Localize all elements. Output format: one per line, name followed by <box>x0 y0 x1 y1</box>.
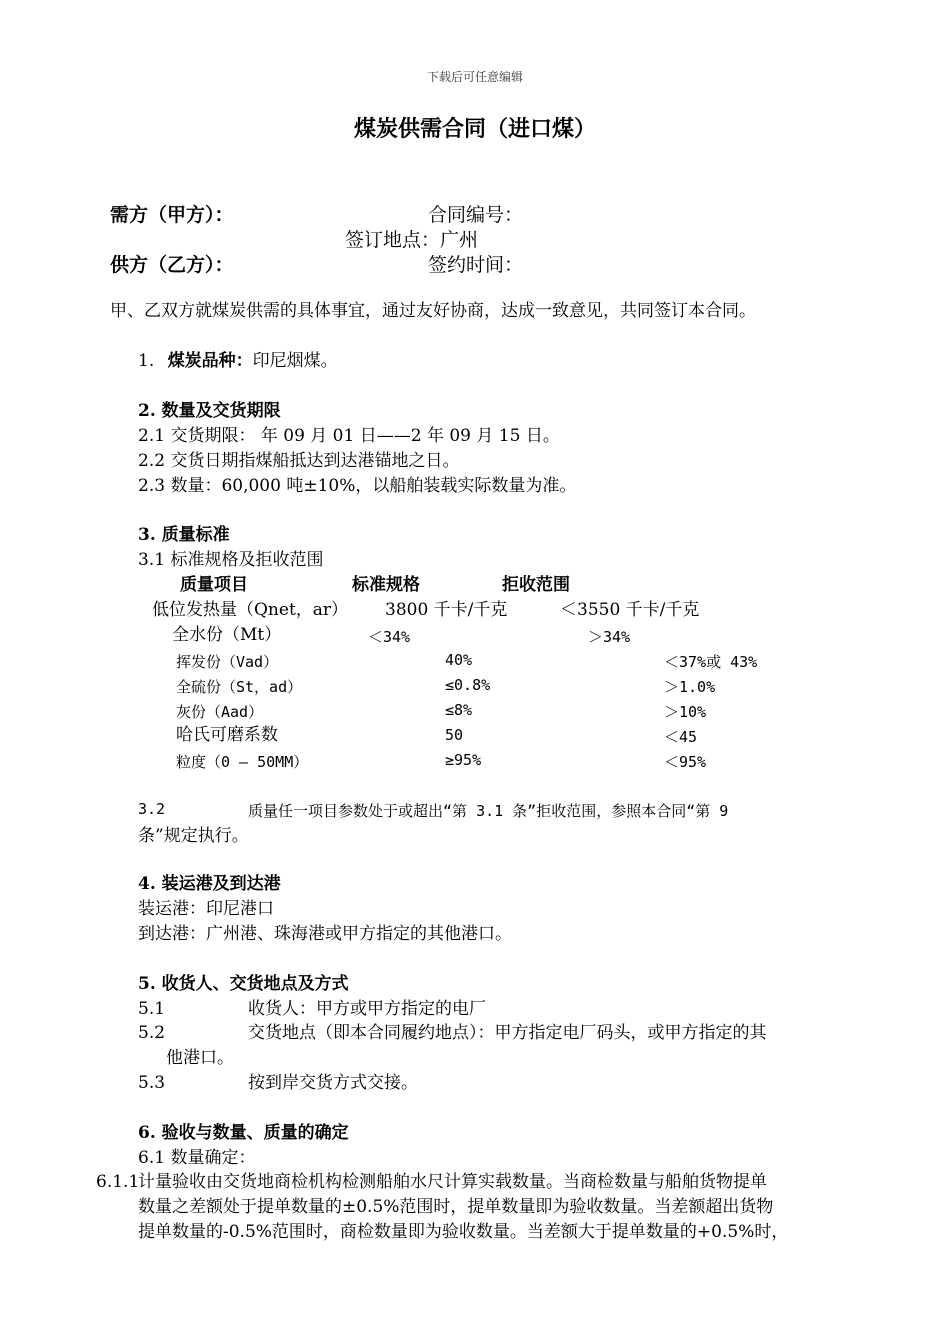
seller-label: 供方（乙方）： <box>110 254 234 276</box>
table-cell: 40% <box>445 651 473 669</box>
clause-5-3-number: 5.3 <box>138 1073 166 1093</box>
section-1 <box>138 350 338 372</box>
clause-6-1-1-line: 计量验收由交货地商检机构检测船舶水尺计算实载数量。当商检数量与船舶货物提单 <box>138 1172 767 1192</box>
loading-port: 装运港：印尼港口 <box>138 899 274 919</box>
clause-3-2-text: 质量任一项目参数处于或超出“第 3.1 条”拒收范围，参照本合同“第 9 <box>248 802 729 820</box>
clause-3-2-number: 3.2 <box>138 800 166 818</box>
table-cell: ≥95% <box>445 751 482 769</box>
clause-5-1-text: 收货人：甲方或甲方指定的电厂 <box>248 999 486 1019</box>
table-cell: ＜95% <box>664 753 707 771</box>
section-2-item: 2.2 交货日期指煤船抵达到达港锚地之日。 <box>138 451 460 471</box>
destination-port: 到达港：广州港、珠海港或甲方指定的其他港口。 <box>138 924 512 944</box>
table-cell: ＜34% <box>368 628 411 646</box>
clause-6-1-1-line: 提单数量的-0.5%范围时，商检数量即为验收数量。当差额大于提单数量的+0.5%时， <box>138 1222 789 1242</box>
sign-place: 签订地点：广州 <box>345 229 479 251</box>
watermark: 下载后可任意编辑 <box>426 70 523 84</box>
section-1-number: 1. <box>138 351 155 371</box>
section-2-item: 2.1 交货期限： 年 09 月 01 日——2 年 09 月 15 日。 <box>138 426 560 446</box>
page-title: 煤炭供需合同（进口煤） <box>353 116 596 142</box>
table-cell: 灰份（Aad） <box>176 703 264 721</box>
table-cell: ＜37%或 43% <box>664 653 758 671</box>
table-cell: ＜45 <box>664 728 698 746</box>
table-cell: ≤0.8% <box>445 676 491 694</box>
section-1-text: 印尼烟煤。 <box>252 351 338 371</box>
section-3-subheading: 3.1 标准规格及拒收范围 <box>138 550 324 570</box>
clause-5-2-text: 交货地点（即本合同履约地点）：甲方指定电厂码头，或甲方指定的其 <box>248 1023 767 1043</box>
contract-no-label: 合同编号： <box>428 204 524 226</box>
table-cell: 全水份（Mt） <box>172 625 282 645</box>
table-cell: 50 <box>445 726 464 744</box>
table-header-reject: 拒收范围 <box>502 575 570 595</box>
clause-5-2-number: 5.2 <box>138 1023 166 1043</box>
section-6-heading: 6. 验收与数量、质量的确定 <box>138 1123 349 1143</box>
clause-3-2-text-cont: 条”规定执行。 <box>138 826 249 846</box>
table-cell: 3800 千卡/千克 <box>385 600 508 620</box>
table-cell: ＞10% <box>664 703 707 721</box>
table-cell: 粒度（0 – 50MM） <box>176 753 309 771</box>
table-cell: ＜3550 千卡/千克 <box>560 600 700 620</box>
section-3-heading: 3. 质量标准 <box>138 525 230 545</box>
table-cell: 挥发份（Vad） <box>176 653 279 671</box>
table-cell: 全硫份（St，ad） <box>176 678 303 696</box>
table-cell: ＞34% <box>588 628 631 646</box>
buyer-label: 需方（甲方）： <box>110 204 234 226</box>
table-cell: 哈氏可磨系数 <box>176 725 278 745</box>
clause-6-1-1-line: 数量之差额处于提单数量的±0.5%范围时，提单数量即为验收数量。当差额超出货物 <box>138 1197 774 1217</box>
section-6-subheading: 6.1 数量确定： <box>138 1148 256 1168</box>
clause-5-1-number: 5.1 <box>138 999 166 1019</box>
section-4-heading: 4. 装运港及到达港 <box>138 874 281 894</box>
sign-time-label: 签约时间： <box>428 254 524 276</box>
table-cell: 低位发热量（Qnet，ar） <box>152 600 349 620</box>
section-5-heading: 5. 收货人、交货地点及方式 <box>138 974 349 994</box>
intro-paragraph: 甲、乙双方就煤炭供需的具体事宜，通过友好协商，达成一致意见，共同签订本合同。 <box>110 301 756 321</box>
clause-5-2-text-cont: 他港口。 <box>166 1048 234 1068</box>
clause-5-3-text: 按到岸交货方式交接。 <box>248 1073 418 1093</box>
section-2-item: 2.3 数量：60,000 吨±10%，以船舶装载实际数量为准。 <box>138 476 577 496</box>
table-cell: ≤8% <box>445 701 473 719</box>
section-1-heading: 煤炭品种： <box>167 351 253 371</box>
table-cell: ＞1.0% <box>664 678 716 696</box>
table-header-item: 质量项目 <box>180 575 248 595</box>
clause-6-1-1-number: 6.1.1 <box>96 1172 140 1192</box>
table-header-spec: 标准规格 <box>352 575 420 595</box>
section-2-heading: 2. 数量及交货期限 <box>138 401 281 421</box>
